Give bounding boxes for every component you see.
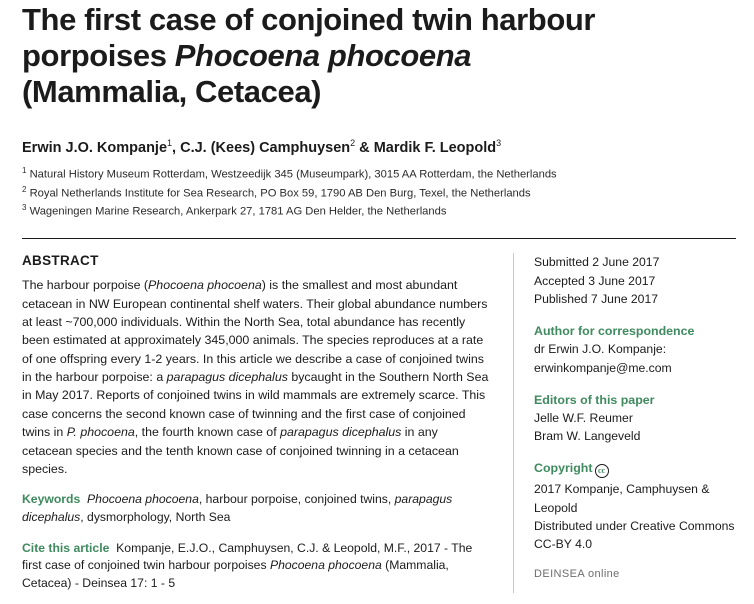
- editor-1: Jelle W.F. Reumer: [534, 410, 633, 425]
- published-date: Published 7 June 2017: [534, 291, 659, 306]
- author-1-name: Erwin J.O. Kompanje: [22, 139, 168, 156]
- affiliation-2-marker: 2: [22, 184, 27, 194]
- keywords-seg-2: , dysmorphology, North Sea: [80, 509, 231, 524]
- correspondence-email[interactable]: erwinkompanje@me.com: [534, 360, 672, 375]
- abstract-italic-2: parapagus dicephalus: [166, 370, 288, 385]
- affiliation-2-text: Royal Netherlands Institute for Sea Research, PO Box 59, 1790 AB Den Burg, Texel, the Netherlands: [29, 187, 531, 200]
- journal-footer: DEINSEA online: [534, 567, 620, 580]
- author-3-name: Mardik F. Leopold: [373, 139, 497, 156]
- cite-label: Cite this article: [22, 540, 110, 555]
- author-3-affil-marker: 3: [496, 137, 502, 148]
- header-divider: [22, 238, 736, 239]
- author-2-affil-marker: 2: [350, 137, 356, 148]
- cite-seg-1: Kompanje, E.J.O., Camphuysen, C.J. & Leopold, M.F., 2017 - The first case of conjoined twin harbour porpoises: [22, 540, 473, 573]
- keyword-species: Phocoena phocoena: [87, 492, 199, 507]
- cite-seg-2: (Mammalia, Cetacea) - Deinsea 17: 1 - 5: [22, 558, 449, 591]
- abstract-seg-3: bycaught in the Southern North Sea in May 2017. Reports of conjoined twins in wild mammals are extremely scarce. This case concerns the second known case of twinning and the first case of conjoined twins in: [22, 370, 489, 440]
- title-line-3: (Mammalia, Cetacea): [22, 73, 322, 109]
- license-text: Distributed under Creative Commons CC-BY 4.0: [534, 518, 735, 552]
- abstract-heading: ABSTRACT: [22, 253, 99, 269]
- abstract-column: [22, 253, 514, 592]
- editors-heading: Editors of this paper: [534, 392, 655, 407]
- keywords-seg-1: , harbour porpoise, conjoined twins,: [198, 492, 395, 507]
- creative-commons-icon: cc: [595, 464, 609, 478]
- abstract-italic-3: P. phocoena: [66, 425, 135, 440]
- affiliation-1-marker: 1: [22, 165, 27, 175]
- copyright-holders: 2017 Kompanje, Camphuysen & Leopold: [534, 482, 710, 515]
- content-columns: [22, 253, 736, 592]
- abstract-seg-2: ) is the smallest and most abundant cetacean in NW European continental shelf waters. Their global abundance numbers at least ~700,000 individuals. Within the North Sea, total abundance has recently been estimated at approximately 345,000 animals. The species reproduces at a rate of one offspring every 1-2 years. In this article we describe a case of conjoined twins in the harbour porpoise: a: [22, 278, 488, 385]
- author-1-affil-marker: 1: [167, 137, 173, 148]
- submitted-date: Submitted 2 June 2017: [534, 255, 660, 270]
- keywords-label: Keywords: [22, 492, 81, 507]
- author-2-name: C.J. (Kees) Camphuysen: [180, 139, 351, 156]
- abstract-italic-1: Phocoena phocoena: [148, 278, 262, 293]
- copyright-heading: [534, 461, 736, 478]
- cite-block: [22, 540, 491, 593]
- abstract-seg-4: , the fourth known case of: [134, 425, 281, 440]
- author-list: Erwin J.O. Kompanje$^1$, C.J. (Kees) Camphuysen$^2$ & Mardik F. Leopold$^3$: [22, 137, 502, 156]
- title-line-1: The first case of conjoined twin harbour: [22, 2, 596, 37]
- cite-species: Phocoena phocoena: [269, 558, 382, 573]
- accepted-date: Accepted 3 June 2017: [534, 273, 656, 288]
- abstract-seg-5: in any cetacean species and the tenth known case of conjoined twinning in a cetacean species.: [22, 425, 459, 476]
- correspondence-name: dr Erwin J.O. Kompanje:: [534, 342, 667, 357]
- title-species-name: Phocoena phocoena: [174, 37, 472, 73]
- affiliation-3-marker: 3: [22, 203, 27, 213]
- affiliation-2: [22, 184, 736, 203]
- abstract-italic-4: parapagus dicephalus: [280, 425, 402, 440]
- affiliation-3-text: Wageningen Marine Research, Ankerpark 27, 1781 AG Den Helder, the Netherlands: [29, 206, 447, 219]
- title-line-2-prefix: porpoises: [22, 37, 175, 73]
- copyright-heading-label: Copyright: [534, 461, 593, 476]
- correspondence-heading: Author for correspondence: [534, 324, 695, 339]
- affiliation-1-text: Natural History Museum Rotterdam, Westzeedijk 345 (Museumpark), 3015 AA Rotterdam, the Netherlands: [29, 168, 557, 181]
- abstract-text: [22, 276, 491, 478]
- keyword-parapagus: parapagus dicephalus: [22, 492, 453, 524]
- editor-2: Bram W. Langeveld: [534, 429, 641, 444]
- page-title: [22, 0, 736, 110]
- affiliation-3: [22, 202, 736, 221]
- keywords-block: [22, 491, 491, 526]
- abstract-seg-1: The harbour porpoise (: [22, 278, 149, 293]
- metadata-column: [514, 253, 736, 592]
- affiliation-1: [22, 165, 736, 184]
- affiliation-list: [22, 165, 736, 222]
